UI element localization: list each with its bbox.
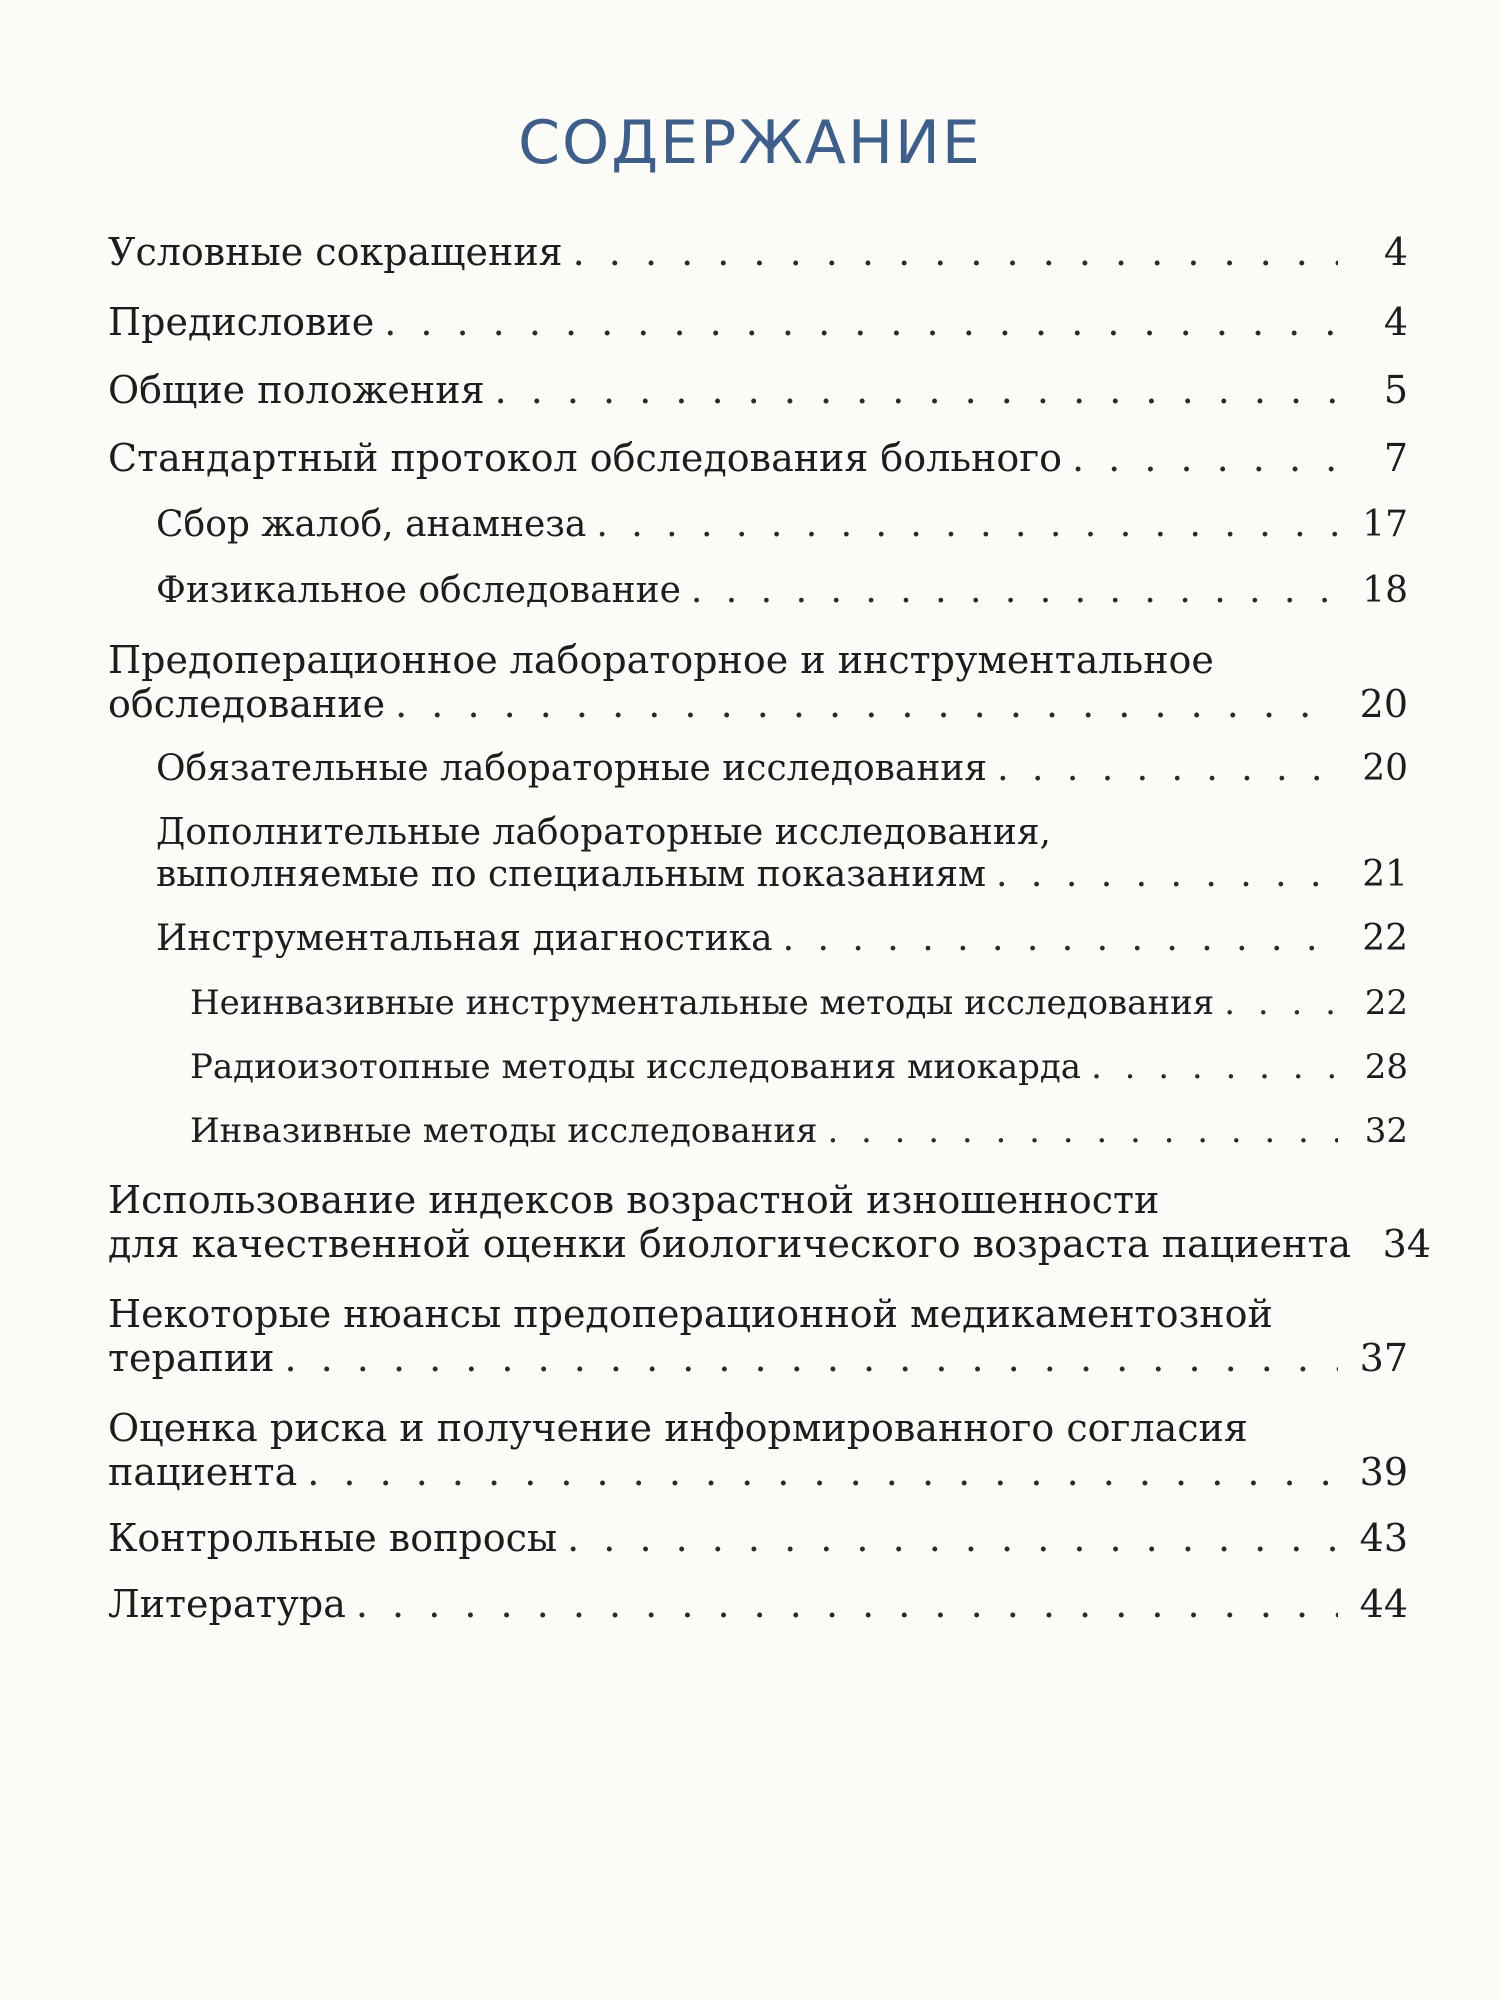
toc-entry[interactable] [108, 748, 1408, 790]
dot-leader [567, 1516, 1338, 1560]
toc-page-number: 44 [1359, 1582, 1408, 1626]
toc-entry-title-line: Предоперационное лабораторное и инструментальное [108, 638, 1214, 682]
dot-leader [691, 570, 1338, 612]
dot-leader [395, 682, 1338, 726]
toc-page-number: 20 [1359, 682, 1408, 726]
table-of-contents [108, 230, 1431, 1626]
toc-entry[interactable] [108, 918, 1408, 960]
toc-entry[interactable] [108, 368, 1408, 412]
toc-entry-title-line: Инструментальная диагностика [156, 918, 773, 959]
dot-leader [1072, 436, 1338, 480]
toc-entry-last-line [108, 1450, 1408, 1494]
dot-leader [1224, 982, 1338, 1024]
toc-page-number: 32 [1364, 1111, 1408, 1151]
toc-entry-last-line [108, 436, 1408, 480]
toc-entry-last-line [108, 1336, 1408, 1380]
toc-entry-title-line: Оценка риска и получение информированного согласия [108, 1406, 1248, 1450]
toc-entry-last-line [156, 570, 1408, 612]
toc-page-number: 17 [1362, 504, 1408, 545]
toc-page-number: 4 [1383, 230, 1408, 274]
dot-leader [284, 1336, 1338, 1380]
dot-leader [1091, 1046, 1338, 1088]
page-title: СОДЕРЖАНИЕ [518, 108, 982, 178]
toc-entry-last-line [108, 1222, 1431, 1266]
toc-entry-title-line: Стандартный протокол обследования больного [108, 436, 1063, 480]
toc-entry-last-line [108, 1516, 1408, 1560]
toc-entry-title-line: для качественной оценки биологического возраста пациента [108, 1222, 1351, 1266]
toc-entry-title-line: Сбор жалоб, анамнеза [156, 504, 587, 545]
toc-entry-last-line [156, 918, 1408, 960]
toc-entry-title-line: Условные сокращения [108, 230, 563, 274]
toc-entry-title-line: Инвазивные методы исследования [190, 1111, 818, 1151]
toc-entry[interactable] [108, 1406, 1408, 1494]
toc-entry-last-line [156, 748, 1408, 790]
toc-page-number: 21 [1362, 854, 1408, 895]
toc-entry-title-line: Некоторые нюансы предоперационной медикаментозной [108, 1292, 1273, 1336]
toc-entry-last-line [190, 1046, 1408, 1088]
toc-page-number: 20 [1362, 748, 1408, 789]
toc-entry-title-line: пациента [108, 1450, 298, 1494]
toc-entry-title-line: Неинвазивные инструментальные методы исследования [190, 983, 1215, 1023]
toc-entry-title-line: Физикальное обследование [156, 570, 681, 611]
toc-page-number: 34 [1382, 1222, 1431, 1266]
toc-entry-title-line: Литература [108, 1582, 346, 1626]
dot-leader [783, 918, 1338, 960]
dot-leader [827, 1110, 1338, 1152]
toc-entry-title-line: Дополнительные лабораторные исследования, [156, 812, 1051, 853]
toc-entry-title-line: обследование [108, 682, 386, 726]
toc-entry-title-line: Контрольные вопросы [108, 1516, 558, 1560]
toc-entry[interactable] [108, 982, 1408, 1024]
dot-leader [384, 300, 1338, 344]
toc-entry-last-line [156, 854, 1408, 896]
dot-leader [573, 230, 1338, 274]
toc-entry-last-line [190, 1110, 1408, 1152]
toc-entry-last-line [108, 300, 1408, 344]
toc-entry[interactable] [108, 1516, 1408, 1560]
toc-entry[interactable] [108, 1110, 1408, 1152]
toc-page-number: 39 [1359, 1450, 1408, 1494]
toc-entry-title-line: терапии [108, 1336, 275, 1380]
toc-entry[interactable] [108, 812, 1408, 896]
toc-entry[interactable] [108, 570, 1408, 612]
toc-entry-title-line: Общие положения [108, 368, 485, 412]
toc-page-number: 5 [1383, 368, 1408, 412]
toc-entry[interactable] [108, 1046, 1408, 1088]
toc-page-number: 18 [1362, 570, 1408, 611]
toc-entry[interactable] [108, 1292, 1408, 1380]
toc-entry-title-line: выполняемые по специальным показаниям [156, 854, 987, 895]
toc-entry[interactable] [108, 436, 1408, 480]
toc-entry[interactable] [108, 300, 1408, 344]
dot-leader [997, 748, 1338, 790]
toc-entry-title-line: Радиоизотопные методы исследования миокарда [190, 1047, 1082, 1087]
dot-leader [996, 854, 1338, 896]
dot-leader [495, 368, 1338, 412]
toc-page-number: 37 [1359, 1336, 1408, 1380]
toc-page-number: 4 [1383, 300, 1408, 344]
toc-entry-last-line [108, 368, 1408, 412]
toc-entry-title-line: Предисловие [108, 300, 375, 344]
dot-leader [356, 1582, 1338, 1626]
toc-page-number: 22 [1362, 918, 1408, 959]
toc-page-number: 7 [1383, 436, 1408, 480]
toc-entry-title-line: Использование индексов возрастной изношенности [108, 1178, 1160, 1222]
toc-entry-last-line [108, 230, 1408, 274]
toc-page-number: 22 [1364, 983, 1408, 1023]
toc-entry-last-line [156, 504, 1408, 546]
toc-entry[interactable] [108, 1178, 1431, 1266]
toc-entry[interactable] [108, 638, 1408, 726]
toc-entry-last-line [190, 982, 1408, 1024]
toc-entry[interactable] [108, 230, 1408, 274]
toc-entry-title-line: Обязательные лабораторные исследования [156, 748, 988, 789]
dot-leader [596, 504, 1338, 546]
toc-entry[interactable] [108, 1582, 1408, 1626]
toc-page-number: 43 [1359, 1516, 1408, 1560]
toc-entry[interactable] [108, 504, 1408, 546]
toc-page-number: 28 [1364, 1047, 1408, 1087]
toc-entry-last-line [108, 682, 1408, 726]
toc-entry-last-line [108, 1582, 1408, 1626]
dot-leader [307, 1450, 1338, 1494]
